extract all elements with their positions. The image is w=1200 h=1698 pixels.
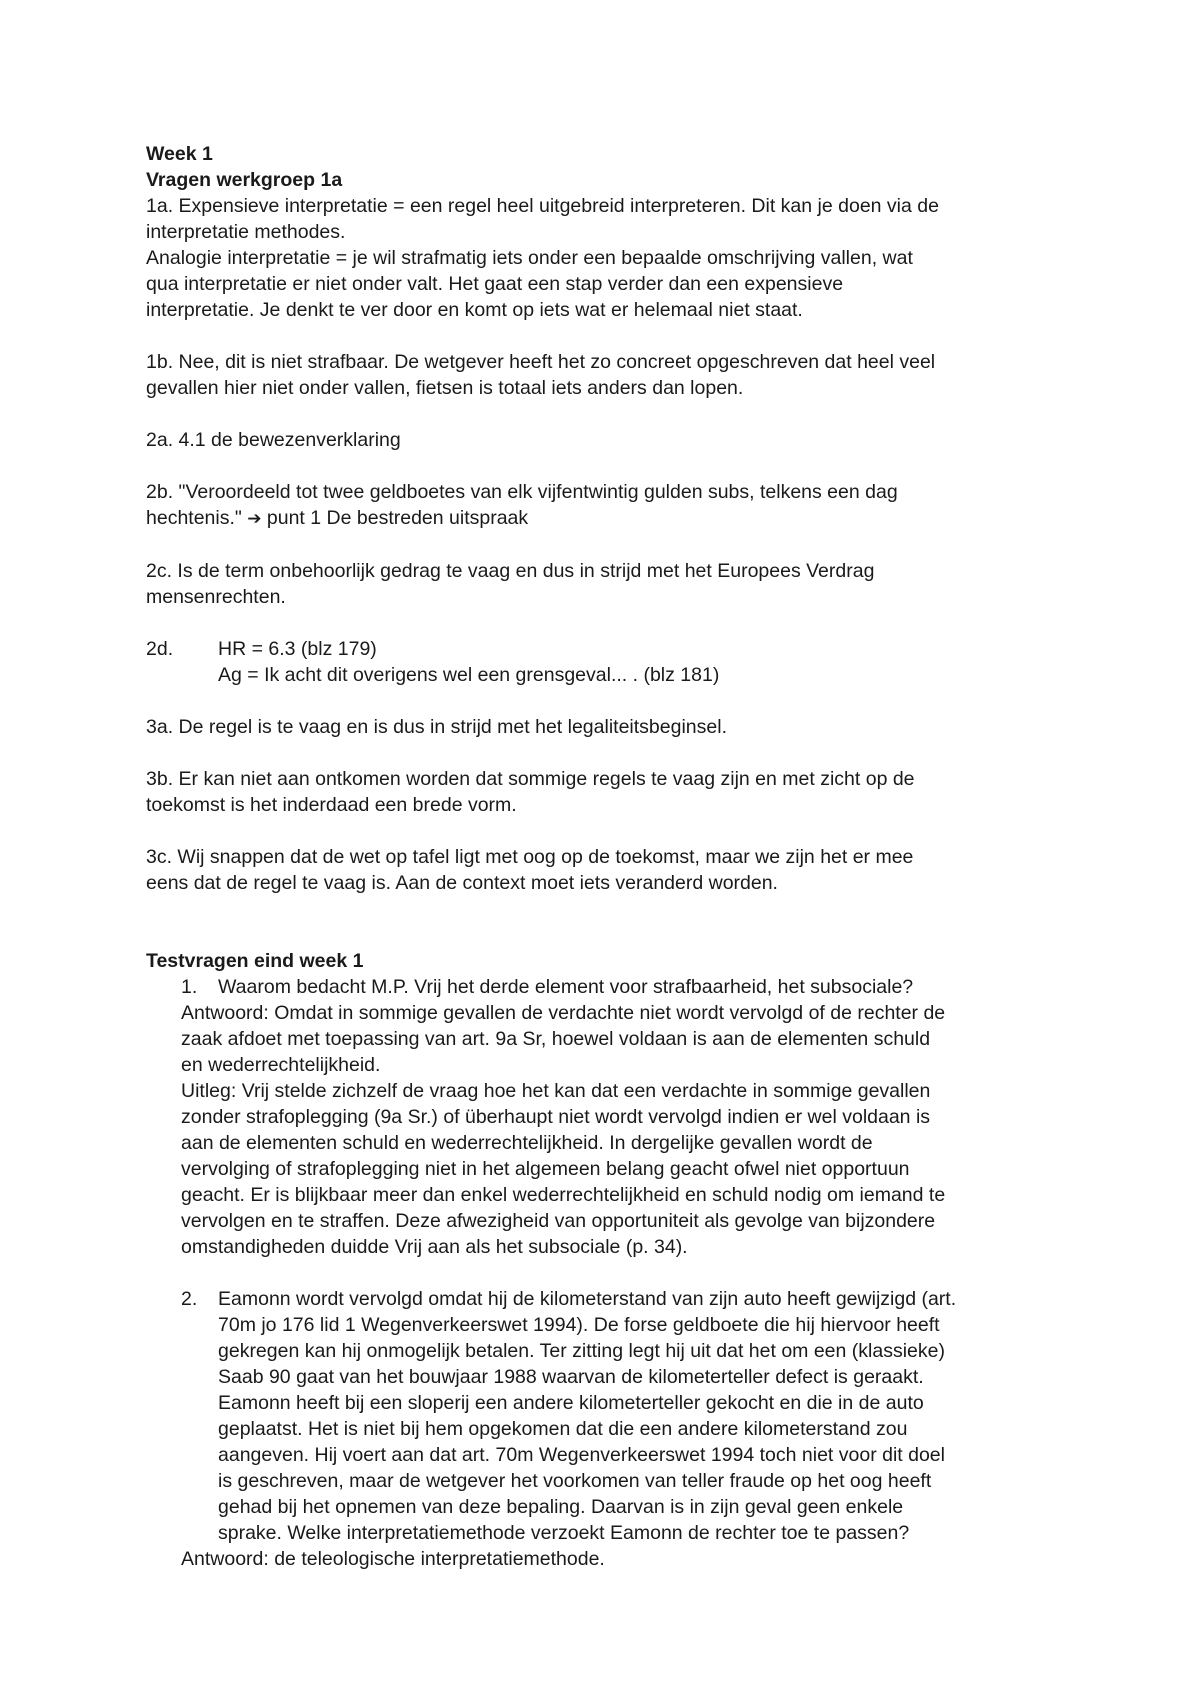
paragraph-line: 3b. Er kan niet aan ontkomen worden dat sommige regels te vaag zijn en met zicht op de <box>146 768 915 790</box>
answer-2b <box>146 479 1086 532</box>
paragraph-line <box>146 505 1086 532</box>
paragraph-line: interpretatie. Je denkt te ver door en komt op iets wat er helemaal niet staat. <box>146 299 803 321</box>
answer-line: geacht. Er is blijkbaar meer dan enkel wederrechtelijkheid en schuld nodig om iemand te <box>181 1184 946 1206</box>
answer-2d <box>146 636 1086 688</box>
paragraph-line: Analogie interpretatie = je wil strafmatig iets onder een bepaalde omschrijving vallen, wat <box>146 247 913 269</box>
answer-3b <box>146 766 1086 818</box>
answer-2a: 2a. 4.1 de bewezenverklaring <box>146 429 401 451</box>
question-line: geplaatst. Het is niet bij hem opgekomen dat die een andere kilometerstand zou <box>218 1418 908 1440</box>
question-line: Eamonn heeft bij een sloperij een andere kilometerteller gekocht en die in de auto <box>218 1392 924 1414</box>
question-number: 1. <box>181 976 198 998</box>
answer-1b <box>146 349 1086 401</box>
paragraph-line: gevallen hier niet onder vallen, fietsen is totaal iets anders dan lopen. <box>146 377 744 399</box>
paragraph-line: 3c. Wij snappen dat de wet op tafel ligt met oog op de toekomst, maar we zijn het er mee <box>146 846 914 868</box>
answer-1a <box>146 193 1086 323</box>
answer-line: omstandigheden duidde Vrij aan als het subsociale (p. 34). <box>181 1236 688 1258</box>
question-line <box>146 1286 1086 1312</box>
test-question-2 <box>146 1286 1086 1572</box>
question-line: 70m jo 176 lid 1 Wegenverkeerswet 1994). De forse geldboete die hij hiervoor heeft <box>218 1314 940 1336</box>
reference-text: punt 1 De bestreden uitspraak <box>261 507 529 529</box>
answer-line: vervolging of strafoplegging niet in het algemeen belang geacht ofwel niet opportuun <box>181 1158 910 1180</box>
ag-reference: Ag = Ik acht dit overigens wel een grensgeval... . (blz 181) <box>218 664 720 686</box>
paragraph-line: qua interpretatie er niet onder valt. Het gaat een stap verder dan een expensieve <box>146 273 844 295</box>
paragraph-line: mensenrechten. <box>146 586 286 608</box>
paragraph-line: 1b. Nee, dit is niet strafbaar. De wetgever heeft het zo concreet opgeschreven dat heel veel <box>146 351 936 373</box>
paragraph-line: 1a. Expensieve interpretatie = een regel heel uitgebreid interpreteren. Dit kan je doen via de <box>146 195 939 217</box>
answer-line: vervolgen en te straffen. Deze afwezigheid van opportuniteit als gevolge van bijzondere <box>181 1210 936 1232</box>
answer-line: zonder strafoplegging (9a Sr.) of überhaupt niet wordt vervolgd indien er wel voldaan is <box>181 1106 931 1128</box>
hr-reference: HR = 6.3 (blz 179) <box>218 638 377 660</box>
question-line: aangeven. Hij voert aan dat art. 70m Wegenverkeerswet 1994 toch niet voor dit doel <box>218 1444 945 1466</box>
answer-line: Uitleg: Vrij stelde zichzelf de vraag hoe het kan dat een verdachte in sommige gevallen <box>181 1080 931 1102</box>
paragraph-line: 2c. Is de term onbehoorlijk gedrag te vaag en dus in strijd met het Europees Verdrag <box>146 560 875 582</box>
paragraph-line: interpretatie methodes. <box>146 221 346 243</box>
answer-line: aan de elementen schuld en wederrechtelijkheid. In dergelijke gevallen wordt de <box>181 1132 873 1154</box>
answer-label: 2d. <box>146 638 174 660</box>
arrow-right-icon: ➔ <box>247 509 262 528</box>
document-page <box>146 141 1086 1572</box>
paragraph-line: eens dat de regel te vaag is. Aan de context moet iets veranderd worden. <box>146 872 778 894</box>
question-number: 2. <box>181 1288 198 1310</box>
question-line: Saab 90 gaat van het bouwjaar 1988 waarvan de kilometerteller defect is geraakt. <box>218 1366 924 1388</box>
answer-line: Antwoord: de teleologische interpretatiemethode. <box>181 1548 605 1570</box>
question-text: Eamonn wordt vervolgd omdat hij de kilometerstand van zijn auto heeft gewijzigd (art. <box>218 1288 957 1310</box>
answer-3a: 3a. De regel is te vaag en is dus in strijd met het legaliteitsbeginsel. <box>146 716 727 738</box>
answer-3c <box>146 844 1086 896</box>
paragraph-line <box>146 636 1086 662</box>
section-heading-werkgroep: Vragen werkgroep 1a <box>146 169 343 191</box>
question-line: gekregen kan hij onmogelijk betalen. Ter zitting legt hij uit dat het om een (klassieke) <box>218 1340 945 1362</box>
paragraph-line: toekomst is het inderdaad een brede vorm. <box>146 794 517 816</box>
paragraph-line: 2b. "Veroordeeld tot twee geldboetes van elk vijfentwintig gulden subs, telkens een dag <box>146 481 898 503</box>
question-line: is geschreven, maar de wetgever het voorkomen van teller fraude op het oog heeft <box>218 1470 932 1492</box>
question-line: sprake. Welke interpretatiemethode verzoekt Eamonn de rechter toe te passen? <box>218 1522 910 1544</box>
test-question-1 <box>146 974 1086 1260</box>
answer-line: Antwoord: Omdat in sommige gevallen de verdachte niet wordt vervolgd of de rechter de <box>181 1002 946 1024</box>
quote-end: hechtenis." <box>146 507 248 529</box>
question-text: Waarom bedacht M.P. Vrij het derde element voor strafbaarheid, het subsociale? <box>218 976 914 998</box>
answer-line: zaak afdoet met toepassing van art. 9a Sr, hoewel voldaan is aan de elementen schuld <box>181 1028 931 1050</box>
section-heading-testvragen: Testvragen eind week 1 <box>146 950 364 972</box>
answer-line: en wederrechtelijkheid. <box>181 1054 381 1076</box>
page-title: Week 1 <box>146 143 213 165</box>
answer-2c <box>146 558 1086 610</box>
question-line <box>146 974 1086 1000</box>
question-line: gehad bij het opnemen van deze bepaling. Daarvan is in zijn geval geen enkele <box>218 1496 904 1518</box>
